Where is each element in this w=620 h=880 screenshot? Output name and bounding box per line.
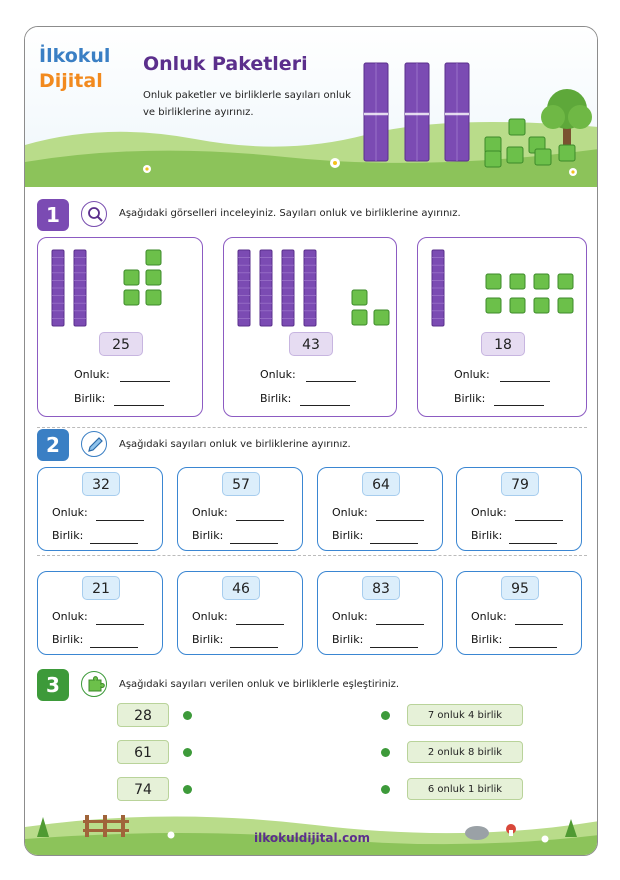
unit-cube <box>510 274 525 289</box>
birlik-label: Birlik: <box>74 392 106 405</box>
section-3-instruction: Aşağıdaki sayıları verilen onluk ve birliklerle eşleştiriniz. <box>119 679 400 690</box>
match-dot-left[interactable] <box>183 711 192 720</box>
ten-rods-and-unit-cubes <box>420 246 586 328</box>
section-2-badge: 2 <box>37 429 69 461</box>
number-box: 79 <box>501 472 539 496</box>
unit-cube <box>534 274 549 289</box>
section-2-card <box>177 467 303 551</box>
birlik-label: Birlik: <box>454 392 486 405</box>
match-description-box: 7 onluk 4 birlik <box>407 704 523 726</box>
birlik-answer-line[interactable] <box>509 543 557 544</box>
birlik-label: Birlik: <box>52 633 84 646</box>
match-number-box: 61 <box>117 740 169 764</box>
section-2-card <box>37 571 163 655</box>
onluk-label: Onluk: <box>192 610 228 623</box>
onluk-answer-line[interactable] <box>306 381 356 382</box>
birlik-answer-line[interactable] <box>370 647 418 648</box>
onluk-answer-line[interactable] <box>515 624 563 625</box>
puzzle-icon <box>81 671 107 697</box>
birlik-answer-line[interactable] <box>370 543 418 544</box>
divider <box>37 427 587 428</box>
birlik-label: Birlik: <box>192 633 224 646</box>
number-box: 43 <box>289 332 333 356</box>
birlik-label: Birlik: <box>332 529 364 542</box>
page-subtitle: Onluk paketler ve birliklerle sayıları onluk ve birliklerine ayırınız. <box>143 90 351 118</box>
match-description-box: 6 onluk 1 birlik <box>407 778 523 800</box>
birlik-label: Birlik: <box>52 529 84 542</box>
section-1-badge: 1 <box>37 199 69 231</box>
section-2-card <box>317 467 443 551</box>
match-number-box: 28 <box>117 703 169 727</box>
section-1-card <box>223 237 397 417</box>
onluk-answer-line[interactable] <box>515 520 563 521</box>
onluk-label: Onluk: <box>471 610 507 623</box>
section-2-card <box>317 571 443 655</box>
section-1-instruction: Aşağıdaki görselleri inceleyiniz. Sayıları onluk ve birliklerine ayırınız. <box>119 208 461 219</box>
section-1-card <box>417 237 587 417</box>
unit-cube <box>486 298 501 313</box>
section-2-instruction: Aşağıdaki sayıları onluk ve birliklerine ayırınız. <box>119 439 351 450</box>
footer-url[interactable]: ilkokuldijital.com <box>253 831 371 845</box>
birlik-answer-line[interactable] <box>90 647 138 648</box>
onluk-label: Onluk: <box>192 506 228 519</box>
number-box: 46 <box>222 576 260 600</box>
birlik-answer-line[interactable] <box>114 405 164 406</box>
pencil-icon <box>81 431 107 457</box>
onluk-label: Onluk: <box>74 368 110 381</box>
worksheet <box>24 26 598 856</box>
onluk-answer-line[interactable] <box>96 520 144 521</box>
birlik-answer-line[interactable] <box>494 405 544 406</box>
unit-cube <box>124 290 139 305</box>
number-box: 95 <box>501 576 539 600</box>
section-2-card <box>456 467 582 551</box>
footer-landscape <box>25 787 598 856</box>
onluk-label: Onluk: <box>52 506 88 519</box>
ten-rods-and-unit-cubes <box>40 246 202 328</box>
onluk-answer-line[interactable] <box>236 520 284 521</box>
number-box: 83 <box>362 576 400 600</box>
onluk-label: Onluk: <box>454 368 490 381</box>
onluk-answer-line[interactable] <box>96 624 144 625</box>
onluk-answer-line[interactable] <box>236 624 284 625</box>
birlik-label: Birlik: <box>471 633 503 646</box>
onluk-label: Onluk: <box>260 368 296 381</box>
magnifier-icon <box>81 201 107 227</box>
birlik-answer-line[interactable] <box>509 647 557 648</box>
section-1-card <box>37 237 203 417</box>
unit-cube <box>146 290 161 305</box>
unit-cube <box>558 298 573 313</box>
match-dot-right[interactable] <box>381 748 390 757</box>
number-box: 21 <box>82 576 120 600</box>
brand-line1: İlkokul <box>39 45 111 67</box>
unit-cube <box>534 298 549 313</box>
unit-cube <box>486 274 501 289</box>
birlik-label: Birlik: <box>260 392 292 405</box>
divider <box>37 555 587 556</box>
unit-cube <box>124 270 139 285</box>
unit-cube <box>374 310 389 325</box>
unit-cube <box>146 250 161 265</box>
hero-blocks-illustration <box>359 59 598 171</box>
onluk-label: Onluk: <box>332 506 368 519</box>
unit-cube <box>146 270 161 285</box>
match-description-box: 2 onluk 8 birlik <box>407 741 523 763</box>
brand-line2: Dijital <box>39 70 103 92</box>
unit-cube <box>352 310 367 325</box>
number-box: 32 <box>82 472 120 496</box>
unit-cube <box>510 298 525 313</box>
birlik-label: Birlik: <box>192 529 224 542</box>
onluk-label: Onluk: <box>471 506 507 519</box>
unit-cube <box>558 274 573 289</box>
birlik-label: Birlik: <box>471 529 503 542</box>
number-box: 57 <box>222 472 260 496</box>
birlik-label: Birlik: <box>332 633 364 646</box>
section-2-card <box>37 467 163 551</box>
match-number-box: 74 <box>117 777 169 801</box>
unit-cube <box>352 290 367 305</box>
birlik-answer-line[interactable] <box>230 647 278 648</box>
onluk-answer-line[interactable] <box>376 624 424 625</box>
ten-rods-and-unit-cubes <box>226 246 396 328</box>
birlik-answer-line[interactable] <box>300 405 350 406</box>
section-2-card <box>177 571 303 655</box>
number-box: 18 <box>481 332 525 356</box>
onluk-answer-line[interactable] <box>120 381 170 382</box>
birlik-answer-line[interactable] <box>90 543 138 544</box>
onluk-answer-line[interactable] <box>376 520 424 521</box>
onluk-answer-line[interactable] <box>500 381 550 382</box>
page-title: Onluk Paketleri <box>143 53 308 75</box>
match-dot-right[interactable] <box>381 711 390 720</box>
section-3-badge: 3 <box>37 669 69 701</box>
onluk-label: Onluk: <box>52 610 88 623</box>
birlik-answer-line[interactable] <box>230 543 278 544</box>
onluk-label: Onluk: <box>332 610 368 623</box>
match-dot-left[interactable] <box>183 748 192 757</box>
section-2-card <box>456 571 582 655</box>
number-box: 25 <box>99 332 143 356</box>
number-box: 64 <box>362 472 400 496</box>
